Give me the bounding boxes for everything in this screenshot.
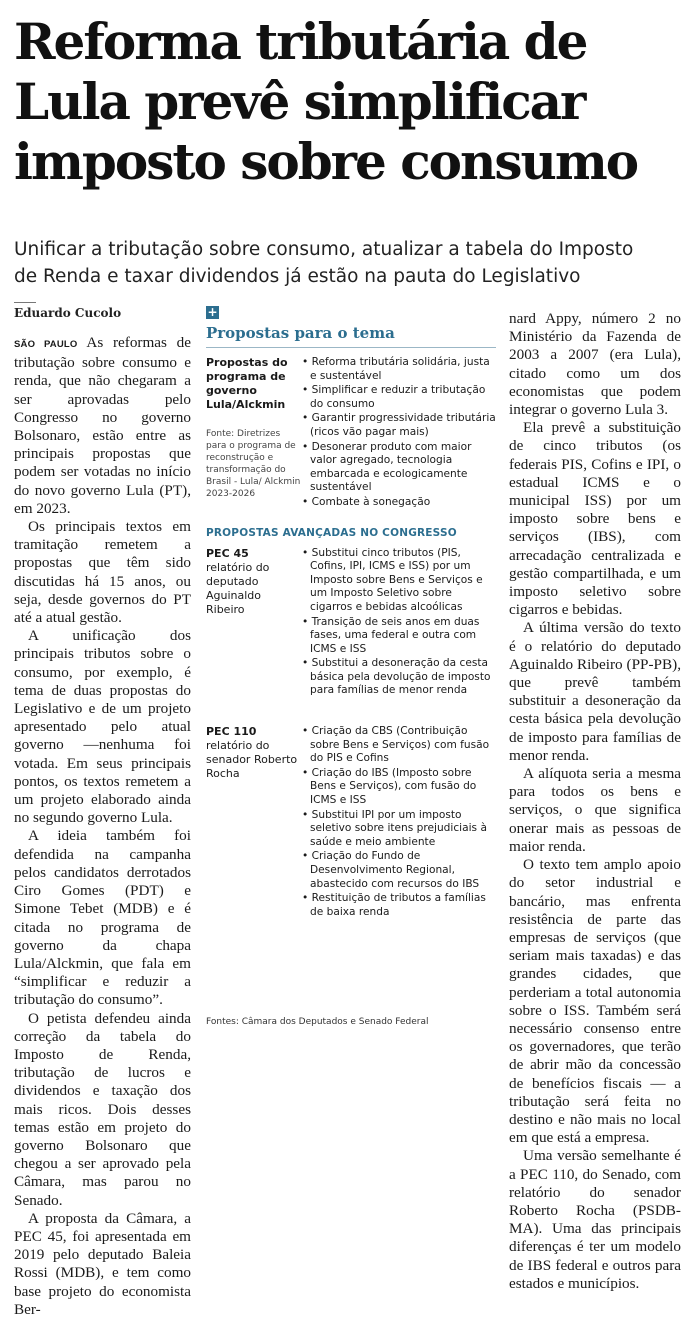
pec45-label-block [206, 547, 302, 700]
subheadline-line-2: de Renda e taxar dividendos já estão na pauta do Legislativo [14, 266, 581, 287]
pec45-row [206, 547, 496, 700]
paragraph: O petista defendeu ainda correção da tabela do Imposto de Renda, tributação de lucros e dividendos e taxação dos mais ricos. Dois desses temas estão em projeto do governo Bolsonaro que chegou a ser aprovado pela Câmara, mas parou no Senado. [14, 1009, 191, 1209]
list-item: • Criação do IBS (Imposto sobre Bens e Serviços), com fusão do ICMS e ISS [302, 767, 496, 808]
paragraph-text: As reformas de tributação sobre consumo e renda, que não chegaram a ser aprovadas pelo Congresso no governo Bolsonaro, estão entre as principais propostas que podem ser votadas no início do novo governo Lula (PT), em 2023. [14, 334, 191, 517]
box-title: Propostas para o tema [206, 324, 496, 348]
subheadline [14, 236, 686, 290]
byline: Eduardo Cucolo [14, 306, 122, 320]
box-footer-source: Fontes: Câmara dos Deputados e Senado Federal [206, 1017, 429, 1027]
list-item: • Criação do Fundo de Desenvolvimento Regional, abastecido com recursos do IBS [302, 850, 496, 891]
pec110-label: PEC 110 [206, 725, 257, 739]
paragraph: nard Appy, número 2 no Ministério da Fazenda de 2003 a 2007 (era Lula), citado como um dos economistas que podem integrar o governo Lula 3. [509, 310, 681, 419]
headline-line-3: imposto sobre consumo [14, 132, 638, 191]
pec45-items [302, 547, 496, 700]
left-column [14, 334, 191, 1319]
list-item: • Reforma tributária solidária, justa e sustentável [302, 356, 496, 383]
pec45-label: PEC 45 [206, 546, 249, 560]
program-items [302, 356, 496, 511]
program-label-block [206, 356, 302, 511]
paragraph: A ideia também foi defendida na campanha pelos candidatos derrotados Ciro Gomes (PDT) e Simone Tebet (MDB) e é citada no programa de governo da chapa Lula/Alckmin, que fala em “simplificar e reduzir a tributação do consumo”. [14, 827, 191, 1009]
pec110-items [302, 725, 496, 920]
paragraph: Os principais textos em tramitação remetem a propostas que têm sido discutidas há 15 anos, ou seja, desde governos do PT até a atual gestão. [14, 518, 191, 627]
list-item: • Garantir progressividade tributária (ricos vão pagar mais) [302, 412, 496, 439]
paragraph: Ela prevê a substituição de cinco tributos (os federais PIS, Cofins e IPI, o estadual ICMS e o municipal ISS) por um imposto sobre bens e serviços (IBS), com arrecadação centralizada e gestão compartilhada, e um imposto seletivo sobre cigarros e bebidas. [509, 419, 681, 619]
pec110-sub: relatório do senador Roberto Rocha [206, 739, 298, 781]
headline-line-2: Lula prevê simplificar [14, 72, 585, 131]
list-item: • Simplificar e reduzir a tributação do consumo [302, 384, 496, 411]
list-item: • Substitui a desoneração da cesta básica pela devolução de imposto para famílias de menor renda [302, 657, 496, 698]
list-item: • Substitui IPI por um imposto seletivo sobre itens prejudiciais à saúde e meio ambiente [302, 809, 496, 850]
congress-section-title: PROPOSTAS AVANÇADAS NO CONGRESSO [206, 526, 457, 539]
headline-line-1: Reforma tributária de [14, 12, 587, 71]
dateline: SÃO PAULO [14, 339, 78, 350]
right-column [509, 310, 681, 1293]
list-item: • Criação da CBS (Contribuição sobre Bens e Serviços) com fusão do PIS e Cofins [302, 725, 496, 766]
list-item: • Combate à sonegação [302, 496, 496, 510]
paragraph: O texto tem amplo apoio do setor industrial e bancário, mas enfrenta resistência de parte das empresas de serviços (que seriam mais taxadas) e das grandes cidades, que perderiam a total autonomia sobre o ISS. Também será necessário consenso entre os governadores, que terão de abrir mão da concessão de benefícios fiscais — a tributação será feita no destino e não mais no local em que está a empresa. [509, 856, 681, 1147]
program-source: Fonte: Diretrizes para o programa de reconstrução e transformação do Brasil - Lula/ Alckmin 2023-2026 [206, 429, 301, 499]
pec45-sub: relatório do deputado Aguinaldo Ribeiro [206, 560, 270, 616]
paragraph: Uma versão semelhante é a PEC 110, do Senado, com relatório do senador Roberto Rocha (PSDB-MA). Uma das principais diferenças é ter um modelo de IBS federal e outros para estados e municípios. [509, 1147, 681, 1292]
paragraph [14, 334, 191, 518]
plus-icon: + [207, 305, 218, 319]
list-item: • Substitui cinco tributos (PIS, Cofins, IPI, ICMS e ISS) por um Imposto sobre Bens e Serviços e um Imposto Seletivo sobre cigarros e bebidas alcoólicas [302, 547, 496, 615]
list-item: • Restituição de tributos a famílias de baixa renda [302, 892, 496, 919]
list-item: • Desonerar produto com maior valor agregado, tecnologia embarcada e ecologicamente sustentável [302, 441, 496, 495]
paragraph: A última versão do texto é o relatório do deputado Aguinaldo Ribeiro (PP-PB), que prevê também substituir a desoneração da cesta básica pela devolução de imposto para famílias de menor renda. [509, 619, 681, 764]
subheadline-line-1: Unificar a tributação sobre consumo, atualizar a tabela do Imposto [14, 239, 634, 260]
paragraph: A alíquota seria a mesma para todos os bens e serviços, o que significa onerar mais as pessoas de maior renda. [509, 765, 681, 855]
proposals-box [206, 306, 496, 920]
headline [14, 12, 686, 192]
list-item: • Transição de seis anos em duas fases, uma federal e outra com ICMS e ISS [302, 616, 496, 657]
byline-rule [14, 302, 36, 303]
paragraph: A unificação dos principais tributos sobre o consumo, por exemplo, é tema de duas propostas do Legislativo e de um projeto apresentado pelo atual governo —nenhuma foi votada. Em seus principais pontos, os textos remetem a um projeto elaborado ainda no segundo governo Lula. [14, 627, 191, 827]
program-label: Propostas do programa de governo Lula/Alckmin [206, 356, 288, 411]
program-row [206, 356, 496, 511]
pec110-label-block [206, 725, 302, 920]
paragraph: A proposta da Câmara, a PEC 45, foi apresentada em 2019 pelo deputado Baleia Rossi (MDB), e tem como base projeto do economista Ber- [14, 1209, 191, 1318]
pec110-row [206, 725, 496, 920]
